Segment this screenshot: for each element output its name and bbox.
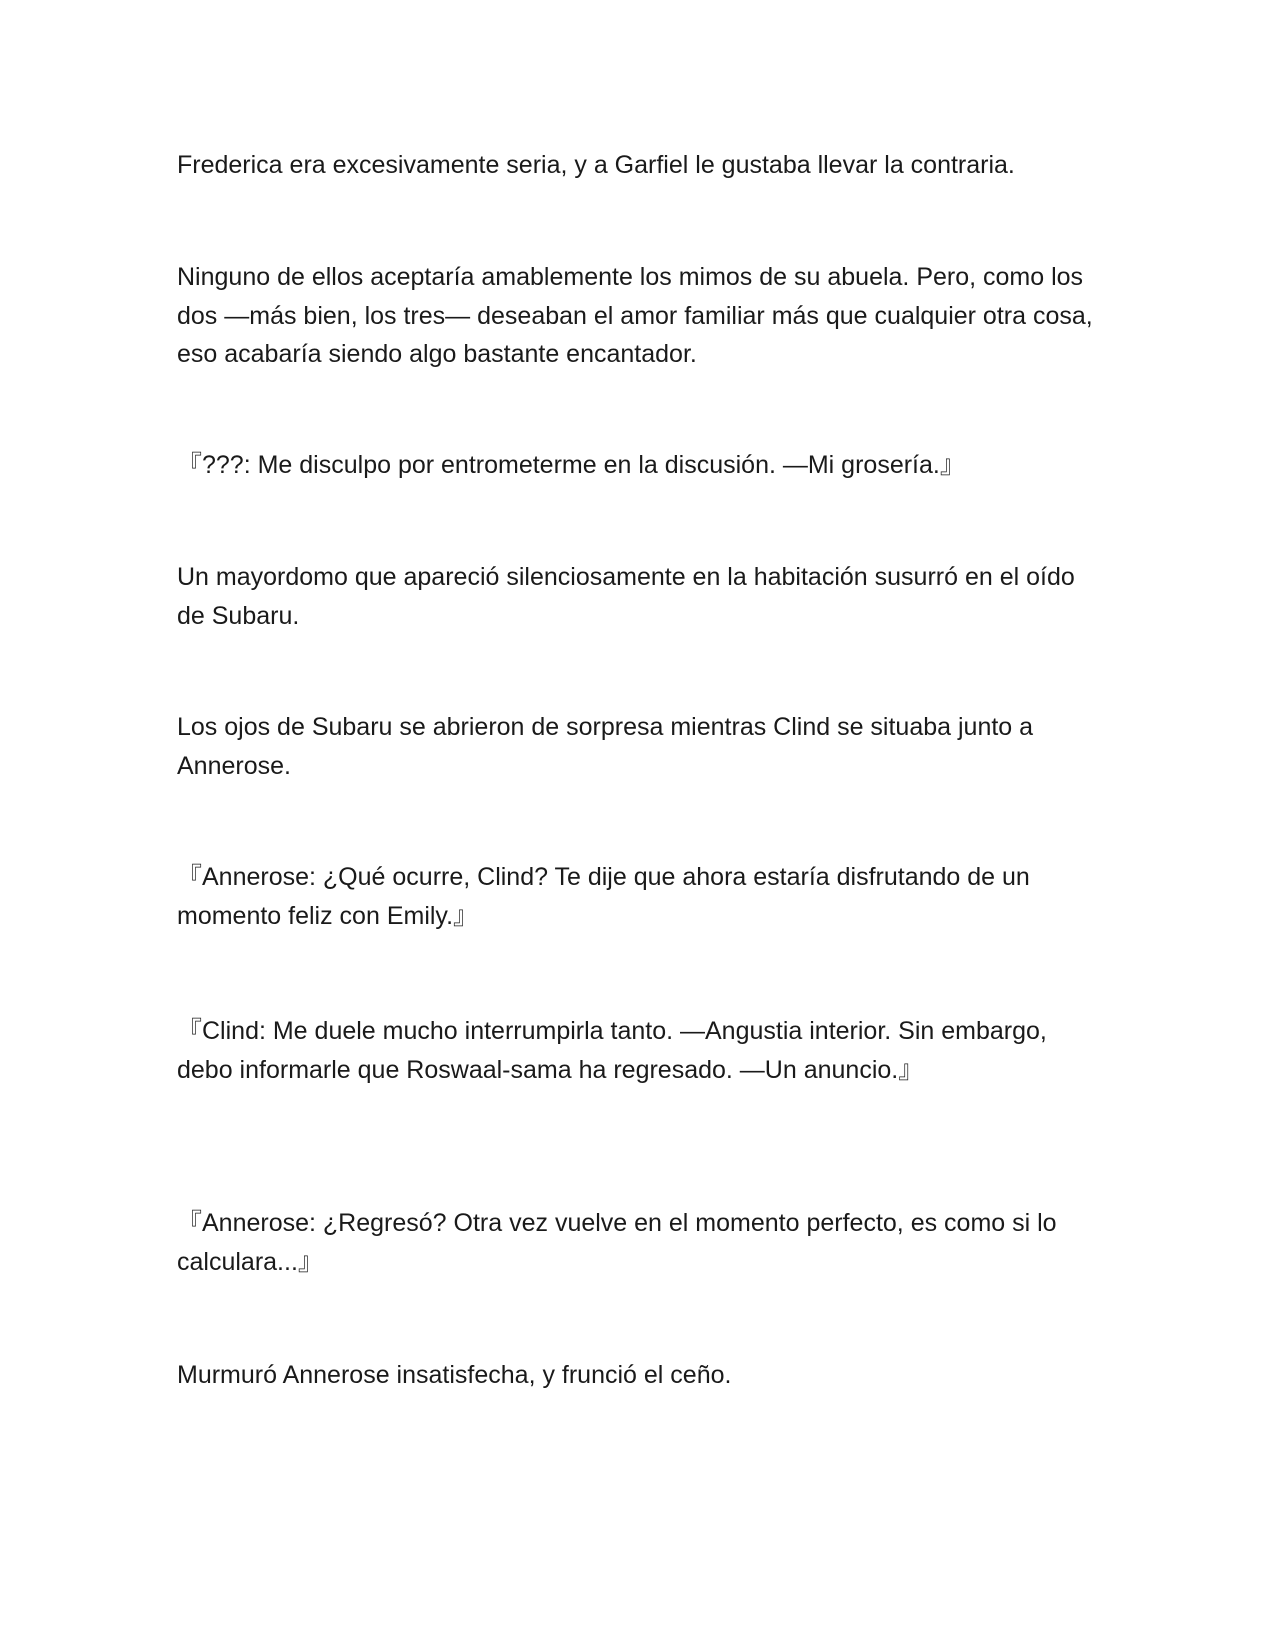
dialogue-line-2: 『Annerose: ¿Qué ocurre, Clind? Te dije que ahora estaría disfrutando de un momento feliz con Emily.』	[177, 863, 1030, 930]
paragraph-5: Murmuró Annerose insatisfecha, y frunció el ceño.	[177, 1361, 732, 1389]
paragraph-1: Frederica era excesivamente seria, y a Garfiel le gustaba llevar la contraria.	[177, 151, 1015, 179]
paragraph-3: Un mayordomo que apareció silenciosamente en la habitación susurró en el oído de Subaru.	[177, 563, 1075, 630]
dialogue-line-1: 『???: Me disculpo por entrometerme en la discusión. —Mi grosería.』	[177, 451, 965, 479]
paragraph-2: Ninguno de ellos aceptaría amablemente los mimos de su abuela. Pero, como los dos —más bien, los tres— deseaban el amor familiar más que cualquier otra cosa, eso acabaría siendo algo bastante encantador.	[177, 263, 1093, 368]
dialogue-line-4: 『Annerose: ¿Regresó? Otra vez vuelve en el momento perfecto, es como si lo calculara...』	[177, 1209, 1057, 1276]
dialogue-line-3: 『Clind: Me duele mucho interrumpirla tanto. —Angustia interior. Sin embargo, debo informarle que Roswaal-sama ha regresado. —Un anuncio.』	[177, 1017, 1047, 1084]
paragraph-4: Los ojos de Subaru se abrieron de sorpresa mientras Clind se situaba junto a Annerose.	[177, 713, 1034, 780]
